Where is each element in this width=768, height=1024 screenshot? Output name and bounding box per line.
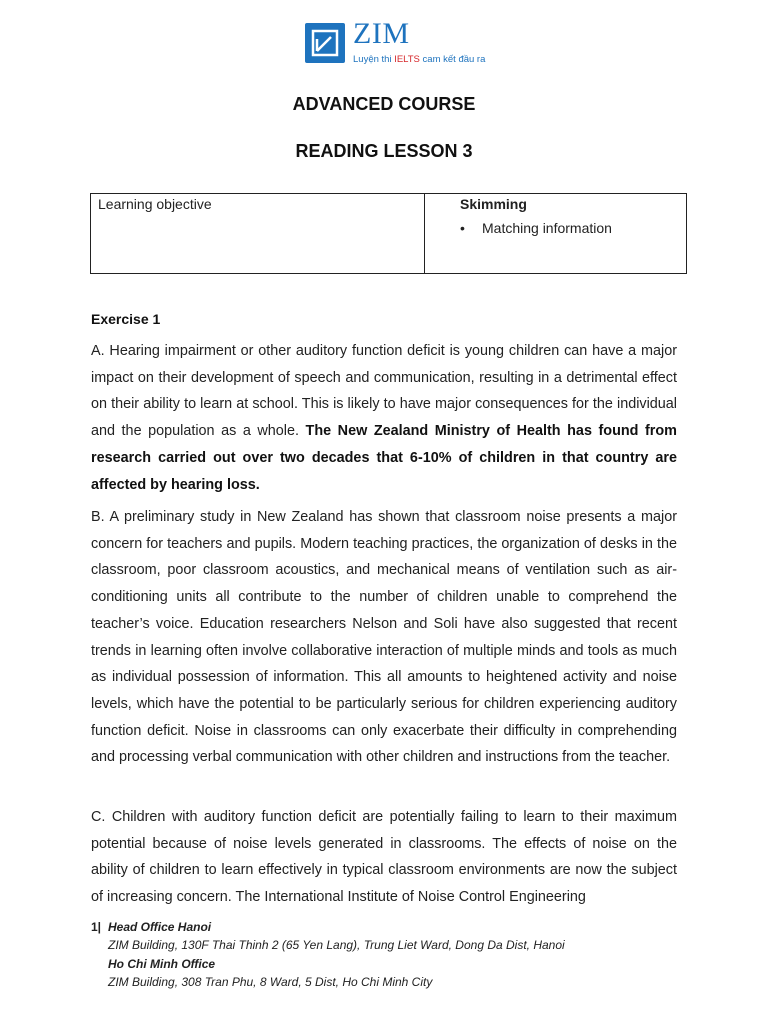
office-hcm-title: Ho Chi Minh Office bbox=[108, 956, 216, 971]
course-title: ADVANCED COURSE bbox=[292, 94, 476, 114]
learning-objective-table bbox=[90, 193, 687, 274]
paragraph-c: C. Children with auditory function deficit are potentially failing to learn to their maximum potential because of noise levels generated in classrooms. The effects of noise on the ability of children to learn effectively in typical classroom environments are now the subject of increasing concern. The International Institute of Noise Control Engineering bbox=[91, 809, 677, 906]
book-icon bbox=[305, 23, 345, 63]
office-hanoi-address: ZIM Building, 130F Thai Thinh 2 (65 Yen Lang), Trung Liet Ward, Dong Da Dist, Hanoi bbox=[108, 938, 565, 953]
logo-tagline: Luyện thi IELTS cam kết đầu ra bbox=[353, 54, 486, 65]
objective-content-cell bbox=[425, 194, 687, 274]
skill-name: Skimming bbox=[460, 196, 527, 212]
bullet-text: Matching information bbox=[482, 220, 612, 236]
objective-label: Learning objective bbox=[98, 196, 212, 212]
paragraph-a-bold: The New Zealand Ministry of Health has found from research carried out over two decades that 6-10% of children in that country are affected by hearing loss. bbox=[91, 423, 677, 493]
page-number: 1| bbox=[91, 920, 102, 934]
office-hanoi-title: Head Office Hanoi bbox=[108, 920, 212, 934]
objective-label-cell bbox=[91, 194, 425, 274]
bullet-icon: • bbox=[460, 220, 465, 236]
lesson-title: READING LESSON 3 bbox=[295, 141, 473, 161]
paragraph-b: B. A preliminary study in New Zealand has shown that classroom noise presents a major concern for teachers and pupils. Modern teaching practices, the organization of desks in the classroom, poor classroom acoustics, and mechanical means of ventilation such as air-conditioning units all contribute to the number of children unable to comprehend the teacher’s voice. Education researchers Nelson and Soli have also suggested that recent trends in learning often involve collaborative interaction of multiple minds and tools as much as individual possession of information. This all amounts to heightened activity and noise levels, which have the potential to be particularly serious for children experiencing auditory function deficit. Noise in classrooms can only exacerbate their difficulty in comprehending and processing verbal communication with other children and instructions from the teacher. bbox=[91, 509, 677, 766]
list-item bbox=[460, 220, 679, 236]
zim-logo bbox=[305, 17, 486, 69]
paragraph-a: A. Hearing impairment or other auditory function deficit is young children can have a major impact on their development of speech and communication, resulting in a detrimental effect on their ability to learn at school. This is likely to have major consequences for the individual and the population as a whole. The New Zealand Ministry of Health has found from research carried out over two decades that 6-10% of children in that country are affected by hearing loss. bbox=[91, 343, 677, 493]
logo-brand: ZIM bbox=[353, 17, 410, 50]
exercise-title: Exercise 1 bbox=[91, 311, 161, 327]
page-footer bbox=[91, 918, 565, 991]
office-hcm-address: ZIM Building, 308 Tran Phu, 8 Ward, 5 Dist, Ho Chi Minh City bbox=[108, 974, 433, 989]
